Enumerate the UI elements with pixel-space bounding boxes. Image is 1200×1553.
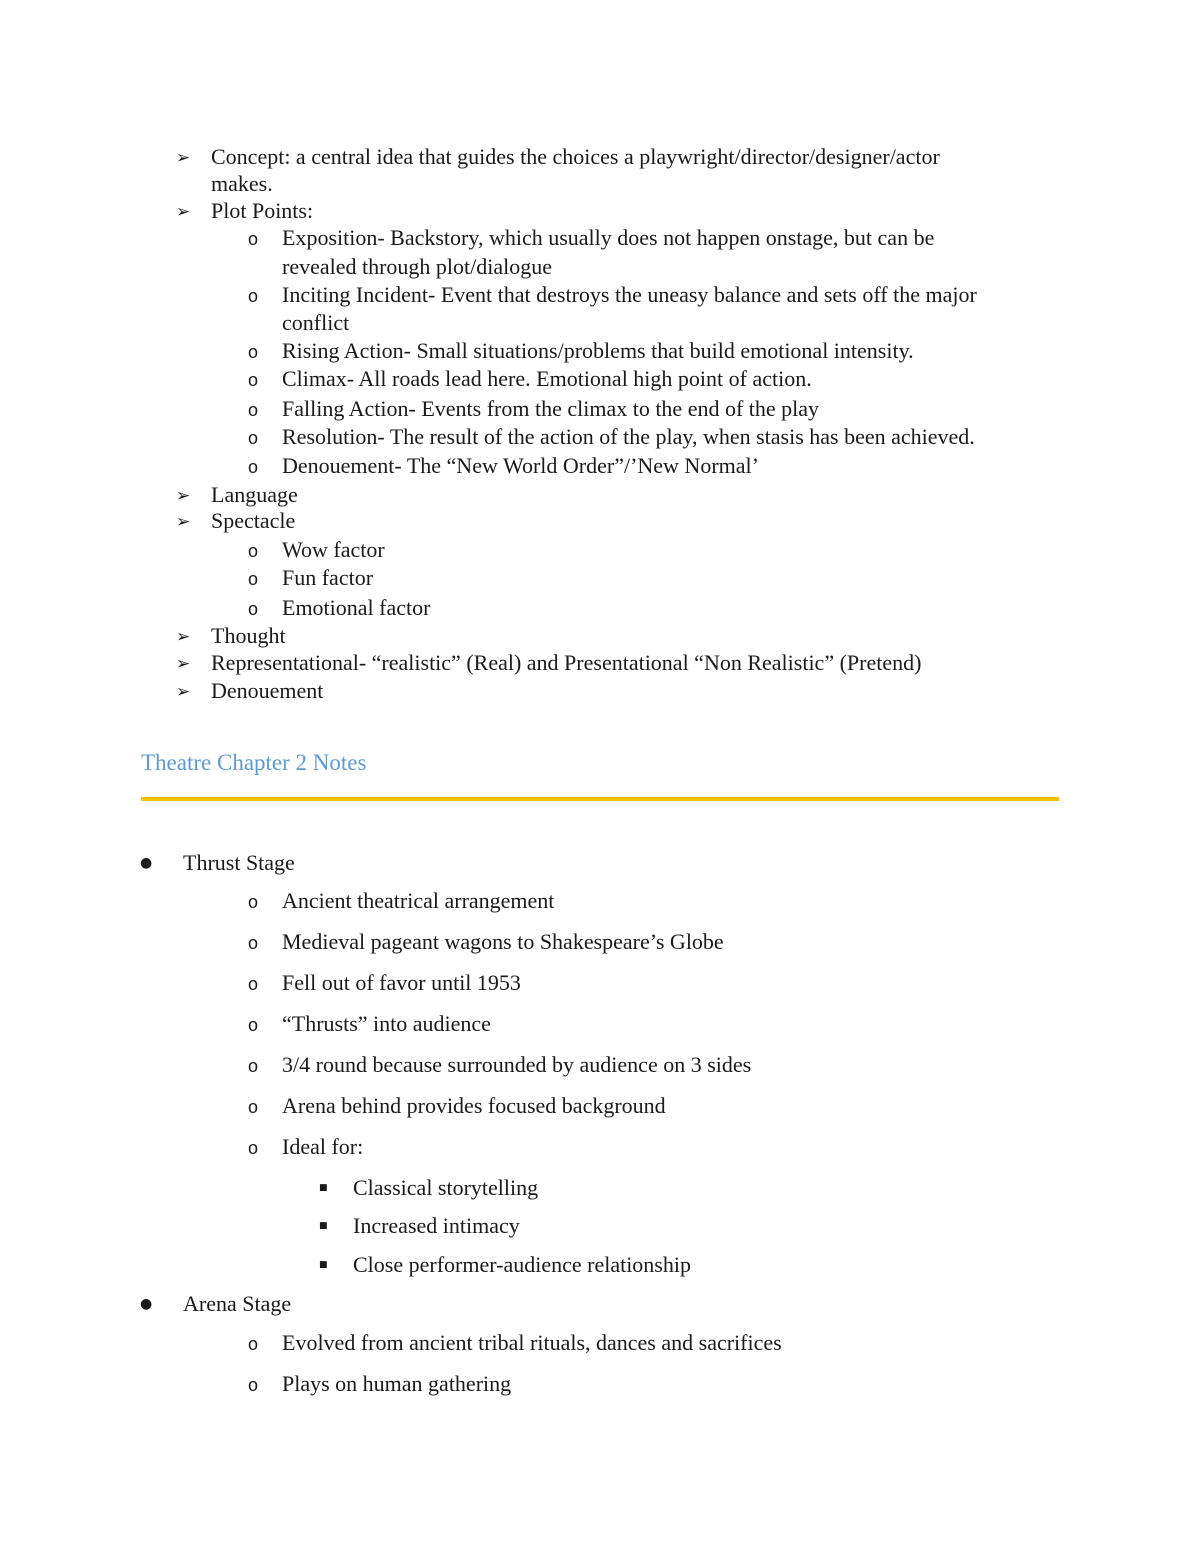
section-heading: Theatre Chapter 2 Notes: [141, 750, 367, 775]
circle-bullet-icon: o: [248, 457, 259, 477]
circle-bullet-icon: o: [248, 400, 259, 420]
circle-bullet-icon: o: [248, 1097, 259, 1117]
dot-bullet-icon: ●: [140, 855, 153, 871]
medieval-item: Medieval pageant wagons to Shakespeare’s Globe: [282, 929, 724, 954]
arena-behind-item: Arena behind provides focused background: [282, 1093, 666, 1118]
exposition-line-1: Exposition- Backstory, which usually does not happen onstage, but can be: [282, 225, 935, 250]
falling-action-item: Falling Action- Events from the climax to the end of the play: [282, 396, 820, 421]
circle-bullet-icon: o: [248, 342, 259, 362]
exposition-line-2: revealed through plot/dialogue: [282, 254, 553, 279]
arrow-bullet-icon: ➢: [176, 512, 191, 532]
plays-on-item: Plays on human gathering: [282, 1371, 512, 1396]
circle-bullet-icon: o: [248, 286, 259, 306]
square-bullet-icon: ■: [319, 1260, 328, 1270]
resolution-item: Resolution- The result of the action of the play, when stasis has been achieved.: [282, 424, 975, 449]
inciting-line-1: Inciting Incident- Event that destroys the uneasy balance and sets off the major: [282, 282, 977, 307]
ideal-for-item: Ideal for:: [282, 1134, 364, 1159]
ancient-item: Ancient theatrical arrangement: [282, 888, 555, 913]
square-bullet-icon: ■: [319, 1221, 328, 1231]
thrust-stage-item: Thrust Stage: [183, 850, 295, 875]
circle-bullet-icon: o: [248, 1375, 259, 1395]
circle-bullet-icon: o: [248, 229, 259, 249]
circle-bullet-icon: o: [248, 933, 259, 953]
arrow-bullet-icon: ➢: [176, 202, 191, 222]
plot-points-item: Plot Points:: [211, 198, 314, 223]
spectacle-item: Spectacle: [211, 508, 296, 533]
evolved-item: Evolved from ancient tribal rituals, dances and sacrifices: [282, 1330, 782, 1355]
arrow-bullet-icon: ➢: [176, 682, 191, 702]
thrusts-item: “Thrusts” into audience: [282, 1011, 491, 1036]
rising-action-item: Rising Action- Small situations/problems that build emotional intensity.: [282, 338, 914, 363]
language-item: Language: [211, 482, 298, 507]
square-bullet-icon: ■: [319, 1183, 328, 1193]
arrow-bullet-icon: ➢: [176, 627, 191, 647]
denouement-sub-item: Denouement- The “New World Order”/’New Normal’: [282, 453, 759, 478]
circle-bullet-icon: o: [248, 1056, 259, 1076]
arrow-bullet-icon: ➢: [176, 148, 191, 168]
circle-bullet-icon: o: [248, 1334, 259, 1354]
representational-item: Representational- “realistic” (Real) and Presentational “Non Realistic” (Pretend): [211, 650, 922, 675]
inciting-line-2: conflict: [282, 310, 350, 335]
circle-bullet-icon: o: [248, 599, 259, 619]
arena-stage-item: Arena Stage: [183, 1291, 292, 1316]
fun-factor-item: Fun factor: [282, 565, 374, 590]
circle-bullet-icon: o: [248, 1138, 259, 1158]
arrow-bullet-icon: ➢: [176, 486, 191, 506]
arrow-bullet-icon: ➢: [176, 654, 191, 674]
climax-item: Climax- All roads lead here. Emotional high point of action.: [282, 366, 812, 391]
thought-item: Thought: [211, 623, 286, 648]
wow-factor-item: Wow factor: [282, 537, 385, 562]
emotional-factor-item: Emotional factor: [282, 595, 431, 620]
circle-bullet-icon: o: [248, 541, 259, 561]
circle-bullet-icon: o: [248, 1015, 259, 1035]
concept-line-1: Concept: a central idea that guides the choices a playwright/director/designer/actor: [211, 144, 940, 169]
fell-out-item: Fell out of favor until 1953: [282, 970, 521, 995]
heading-divider: [141, 797, 1059, 801]
close-relationship-item: Close performer-audience relationship: [353, 1252, 691, 1277]
circle-bullet-icon: o: [248, 974, 259, 994]
circle-bullet-icon: o: [248, 569, 259, 589]
circle-bullet-icon: o: [248, 428, 259, 448]
denouement-item: Denouement: [211, 678, 324, 703]
concept-line-2: makes.: [211, 171, 273, 196]
classical-item: Classical storytelling: [353, 1175, 539, 1200]
circle-bullet-icon: o: [248, 370, 259, 390]
three-quarter-round-item: 3/4 round because surrounded by audience on 3 sides: [282, 1052, 752, 1077]
circle-bullet-icon: o: [248, 892, 259, 912]
intimacy-item: Increased intimacy: [353, 1213, 520, 1238]
dot-bullet-icon: ●: [140, 1296, 153, 1312]
